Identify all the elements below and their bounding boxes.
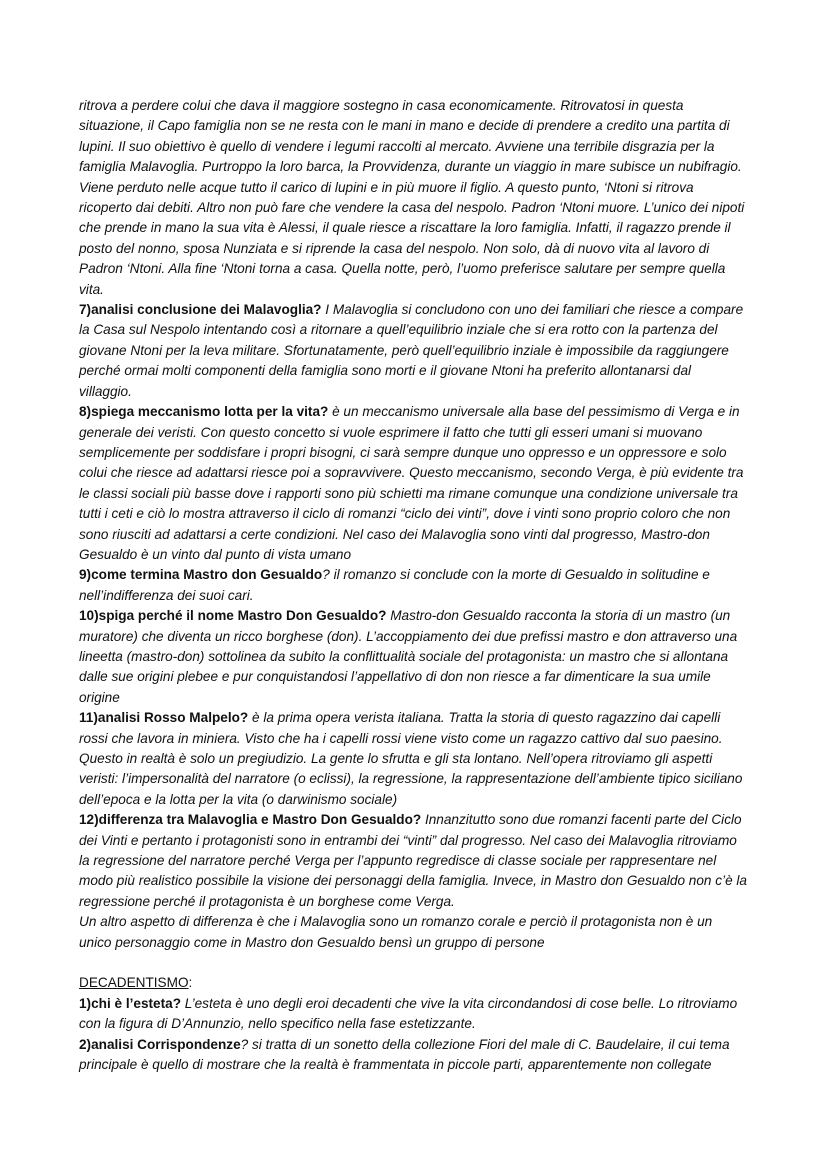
- answer-text: Mastro-don Gesualdo racconta la storia di un mastro (un muratore) che diventa un ricco borghese (don). L’accoppiamento dei due prefissi mastro e don attraverso una lineetta (mastro-don) sottolinea da subito la conflittualità sociale del protagonista: un mastro che si allontana dalle sue origini plebee e pur conquistandosi l’appellativo di don non riesce a far dimenticare la sua umile origine: [79, 608, 738, 705]
- qa-item-d1: [79, 994, 747, 1035]
- qa-item-11: [79, 708, 747, 810]
- qa-item-9: [79, 565, 747, 606]
- answer-text: Innanzitutto sono due romanzi facenti parte del Ciclo dei Vinti e pertanto i protagonisti sono in entrambi dei “vinti” dal progresso. Nel caso dei Malavoglia ritroviamo la regressione del narratore perché Verga per l’appunto regredisce di classe sociale per rappresentare nel modo più realistico possibile la visione dei personaggi della famiglia. Invece, in Mastro don Gesualdo non c’è la regressione perché il protagonista è un borghese come Verga.: [79, 812, 747, 909]
- section-heading: [79, 973, 747, 993]
- question-label: 12)differenza tra Malavoglia e Mastro Don Gesualdo?: [79, 812, 422, 828]
- extra-paragraph: Un altro aspetto di differenza è che i Malavoglia sono un romanzo corale e perciò il protagonista non è un unico personaggio come in Mastro don Gesualdo bensì un gruppo di persone: [79, 914, 713, 950]
- question-label: 9)come termina Mastro don Gesualdo: [79, 567, 323, 583]
- qa-item-10: [79, 606, 747, 708]
- question-label: 8)spiega meccanismo lotta per la vita?: [79, 404, 329, 420]
- answer-text: ? si tratta di un sonetto della collezione Fiori del male di C. Baudelaire, il cui tema principale è quello di mostrare che la realtà è frammentata in piccole parti, apparentemente non collegate: [79, 1036, 730, 1073]
- question-label: 1)chi è l’esteta?: [79, 995, 181, 1011]
- answer-text: è un meccanismo universale alla base del pessimismo di Verga e in generale dei veristi. Con questo concetto si vuole esprimere il fatto che tutti gli esseri umani si muovano semplicemente per soddisfare i propri bisogni, ci sarà sempre dunque uno oppresso e un oppressore e solo colui che riesce ad adattarsi riesce poi a sopravvivere. Questo meccanismo, secondo Verga, è più evidente tra le classi sociali più basse dove i rapporti sono più schietti ma rimane comunque una condizione universale tra tutti i ceti e ciò lo mostra attraverso il ciclo di romanzi “ciclo dei vinti”, dove i vinti sono proprio coloro che non sono riusciti ad adattarsi a certe condizioni. Nel caso dei Malavoglia sono vinti dal progresso, Mastro-don Gesualdo è un vinto dal punto di vista umano: [79, 404, 744, 562]
- question-label: 10)spiga perché il nome Mastro Don Gesualdo?: [79, 608, 387, 624]
- qa-item-7: [79, 300, 747, 402]
- answer-text: L’esteta è uno degli eroi decadenti che vive la vita circondandosi di cose belle. Lo ritroviamo con la figura di D’Annunzio, nello specifico nella fase estetizzante.: [79, 995, 738, 1032]
- question-label: 11)analisi Rosso Malpelo?: [79, 710, 249, 726]
- document-page: [79, 96, 747, 1075]
- qa-item-12: [79, 810, 747, 912]
- answer-text: ? il romanzo si conclude con la morte di Gesualdo in solitudine e nell’indifferenza dei suoi cari.: [79, 567, 710, 603]
- qa-item-8: [79, 402, 747, 565]
- intro-paragraph: ritrova a perdere colui che dava il maggiore sostegno in casa economicamente. Ritrovatosi in questa situazione, il Capo famiglia non se ne resta con le mani in mano e decide di prendere a credito una partita di lupini. Il suo obiettivo è quello di vendere i legumi raccolti al mercato. Avviene una terribile disgrazia per la famiglia Malavoglia. Purtroppo la loro barca, la Provvidenza, durante un viaggio in mare subisce un nubifragio. Viene perduto nelle acque tutto il carico di lupini e in più muore il figlio. A questo punto, ‘Ntoni si ritrova ricoperto dai debiti. Altro non può fare che vendere la casa del nespolo. Padron ‘Ntoni muore. L’unico dei nipoti che prende in mano la sua vita è Alessi, il quale riesce a riscattare la loro famiglia. Infatti, il ragazzo prende il posto del nonno, sposa Nunziata e si riprende la casa del nespolo. Non solo, dà di nuovo vita al lavoro di Padron ‘Ntoni. Alla fine ‘Ntoni torna a casa. Quella notte, però, l’uomo preferisce salutare per sempre quella vita.: [79, 98, 745, 297]
- question-label: 7)analisi conclusione dei Malavoglia?: [79, 302, 322, 318]
- blank-line: [79, 953, 747, 973]
- section-colon: :: [188, 975, 193, 991]
- answer-text: I Malavoglia si concludono con uno dei familiari che riesce a compare la Casa sul Nespolo intentando così a ritornare a quell’equilibrio inziale che si era rotto con la partenza del giovane Ntoni per la leva militare. Sfortunatamente, però quell’equilibrio inziale è impossibile da raggiungere perché ormai molti componenti della famiglia sono morti e il giovane Ntoni ha preferito allontanarsi dal villaggio.: [79, 302, 744, 399]
- question-label: 2)analisi Corrispondenze: [79, 1036, 241, 1052]
- qa-item-d2: [79, 1035, 747, 1076]
- answer-text: è la prima opera verista italiana. Tratta la storia di questo ragazzino dai capelli rossi che lavora in miniera. Visto che ha i capelli rossi viene visto come un ragazzo cattivo dal suo paesino. Questo in realtà è solo un pregiudizio. La gente lo sfrutta e gli sta lontano. Nell’opera ritroviamo gli aspetti veristi: l’impersonalità del narratore (o eclissi), la regressione, la rappresentazione dell’ambiente tipico siciliano dell’epoca e la lotta per la vita (o darwinismo sociale): [79, 710, 743, 807]
- section-title: DECADENTISMO: [79, 975, 189, 991]
